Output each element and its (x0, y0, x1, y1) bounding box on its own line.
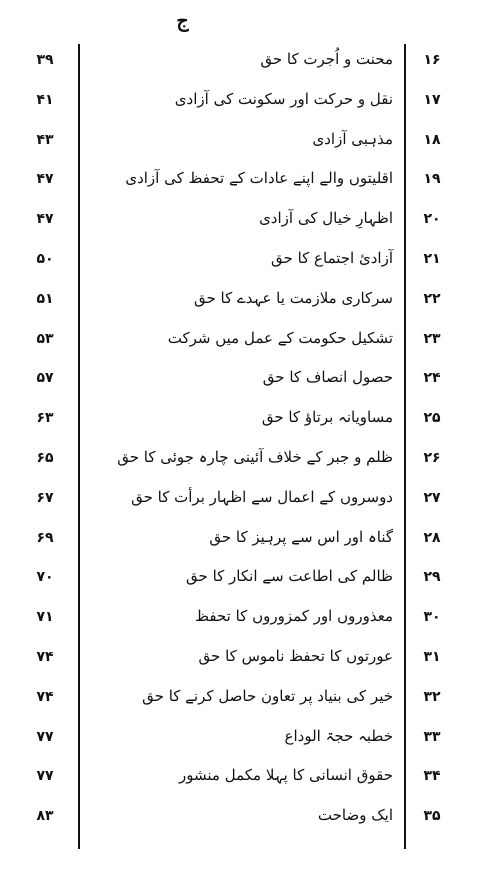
contents-row (0, 721, 485, 761)
page-number: ۶۵ (36, 449, 54, 466)
page-number: ۷۰ (36, 569, 54, 586)
page-number: ۴۷ (36, 211, 54, 228)
page-number: ۵۰ (36, 250, 54, 267)
page-number: ۷۴ (36, 648, 54, 665)
entry-title: سرکاری ملازمت یا عہدے کا حق (193, 288, 393, 307)
page-number: ۷۷ (36, 728, 54, 745)
entry-title: نقل و حرکت اور سکونت کی آزادی (174, 89, 393, 108)
entry-title: آزادیٔ اجتماع کا حق (271, 248, 393, 267)
entry-title: اظہارِ خیال کی آزادی (259, 209, 393, 228)
entry-title: دوسروں کے اعمال سے اظہار برأت کا حق (131, 487, 393, 506)
contents-list (0, 44, 485, 840)
contents-row (0, 323, 485, 363)
entry-number: ۳۰ (423, 609, 441, 626)
entry-title: ایک وضاحت (317, 806, 393, 825)
page-number: ۷۷ (36, 768, 54, 785)
page-number: ۴۱ (36, 91, 54, 108)
contents-row (0, 800, 485, 840)
contents-row (0, 124, 485, 164)
page-number: ۵۷ (36, 370, 54, 387)
entry-number: ۲۰ (423, 211, 441, 228)
page-number: ۷۱ (36, 609, 54, 626)
contents-row (0, 760, 485, 800)
entry-title: محنت و اُجرت کا حق (260, 50, 393, 68)
entry-number: ۳۴ (423, 768, 441, 785)
entry-title: مساویانہ برتاؤ کا حق (261, 408, 393, 427)
entry-number: ۱۷ (423, 91, 441, 108)
entry-number: ۲۶ (423, 449, 441, 466)
contents-row (0, 243, 485, 283)
entry-title: اقلیتوں والے اپنے عادات کے تحفظ کی آزادی (125, 169, 393, 188)
entry-title: عورتوں کا تحفظ ناموس کا حق (198, 646, 393, 665)
contents-row (0, 84, 485, 124)
page-letter: ج (176, 10, 189, 32)
page-number: ۷۴ (36, 688, 54, 705)
entry-number: ۱۸ (423, 131, 441, 148)
entry-title: خطبہ حجۃ الوداع (284, 726, 393, 745)
entry-title: حقوق انسانی کا پہلا مکمل منشور (179, 766, 393, 785)
contents-row (0, 681, 485, 721)
entry-number: ۱۹ (423, 171, 441, 188)
entry-title: مذہبی آزادی (312, 129, 393, 148)
entry-number: ۲۴ (423, 370, 441, 387)
entry-number: ۲۸ (423, 529, 441, 546)
contents-row (0, 561, 485, 601)
entry-title: گناہ اور اس سے پرہیز کا حق (209, 527, 393, 546)
entry-number: ۳۳ (423, 728, 441, 745)
entry-title: ظالم کی اطاعت سے انکار کا حق (186, 567, 393, 586)
contents-row (0, 283, 485, 323)
contents-row (0, 44, 485, 84)
page-number: ۶۳ (36, 410, 54, 427)
contents-row (0, 362, 485, 402)
entry-title: خیر کی بنیاد پر تعاون حاصل کرنے کا حق (142, 686, 393, 705)
entry-title: حصول انصاف کا حق (262, 368, 393, 387)
page-number: ۶۹ (36, 529, 54, 546)
page-number: ۴۷ (36, 171, 54, 188)
entry-number: ۲۹ (423, 569, 441, 586)
entry-number: ۱۶ (423, 52, 441, 68)
entry-number: ۲۱ (423, 250, 441, 267)
page-number: ۵۳ (36, 330, 54, 347)
entry-number: ۲۵ (423, 410, 441, 427)
entry-number: ۳۲ (423, 688, 441, 705)
entry-title: تشکیل حکومت کے عمل میں شرکت (167, 328, 393, 347)
contents-row (0, 163, 485, 203)
contents-row (0, 482, 485, 522)
entry-number: ۲۳ (423, 330, 441, 347)
entry-title: معذوروں اور کمزوروں کا تحفظ (195, 607, 393, 626)
entry-number: ۳۵ (423, 808, 441, 825)
entry-number: ۲۷ (423, 489, 441, 506)
page-number: ۶۷ (36, 489, 54, 506)
contents-row (0, 442, 485, 482)
page-number: ۵۱ (36, 290, 54, 307)
contents-row (0, 203, 485, 243)
entry-title: ظلم و جبر کے خلاف آئینی چارہ جوئی کا حق (117, 447, 393, 466)
entry-number: ۲۲ (423, 290, 441, 307)
contents-row (0, 641, 485, 681)
entry-number: ۳۱ (423, 648, 441, 665)
contents-row (0, 601, 485, 641)
page-number: ۴۳ (36, 131, 54, 148)
contents-row (0, 402, 485, 442)
contents-row (0, 522, 485, 562)
page-number: ۳۹ (36, 52, 54, 68)
page-number: ۸۳ (36, 808, 54, 825)
